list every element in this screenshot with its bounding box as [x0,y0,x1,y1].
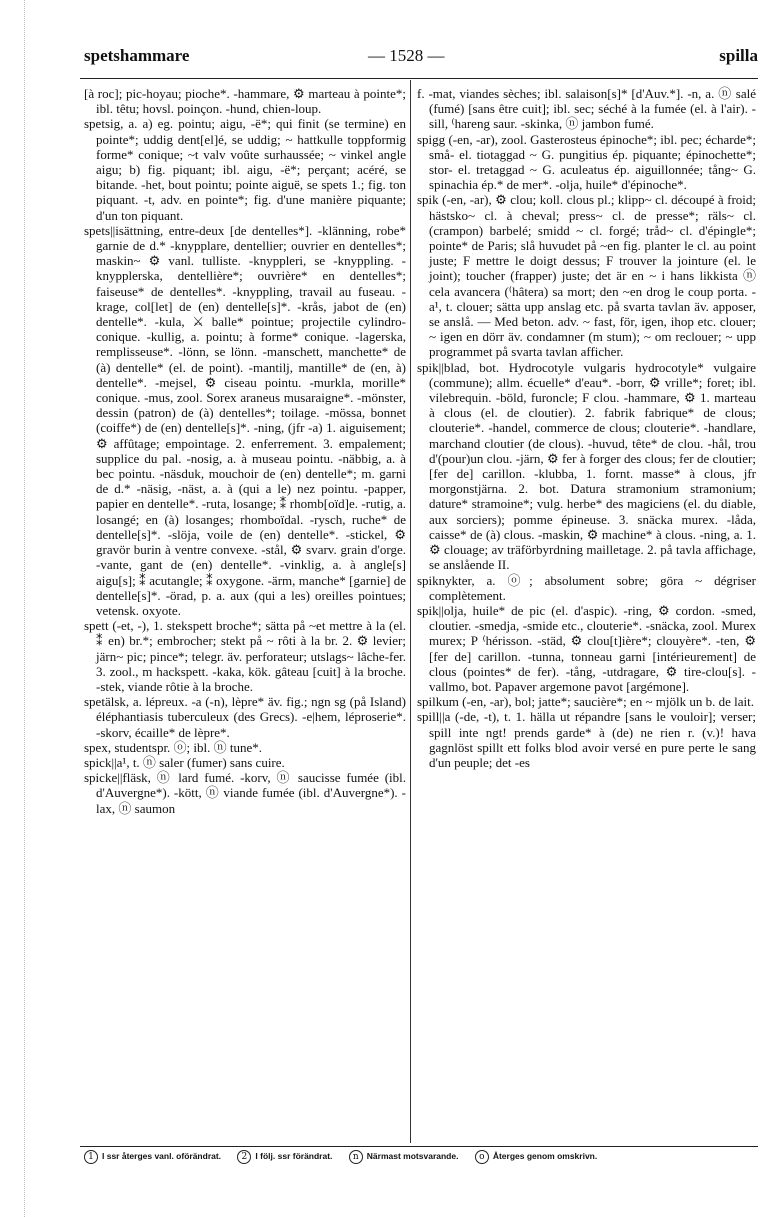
entry-text: spex, studentspr. ⓞ; ibl. ⓝ tune*. [84,739,263,755]
entry-text: spilkum (-en, -ar), bol; jatte*; saucière*; en ~ mjölk un b. de lait. [417,694,754,710]
entry-text: spetälsk, a. lépreux. -a (-n), lèpre* äv. fig.; ngn sg (på Island) éléphantiasis tuberculeux (des Grecs). -e|hem, léproserie*. -skorv, écaille* de lèpre*. [84,694,406,740]
entry-text: f. -mat, viandes sèches; ibl. salaison[s]* [d'Auv.*]. -n, a. ⓝ salé (fumé) [sans être cuit]; ibl. sec; séché à la fumée (el. à l'air). -sill, ⁽hareng saur. -skinka, ⓝ jambon fumé. [417,86,756,132]
entry-text: spick||a¹, t. ⓝ saler (fumer) sans cuire. [84,754,285,770]
column-divider [410,80,411,1143]
footnote-item [237,1150,332,1164]
circled-symbol-icon: 1 [84,1150,98,1164]
entry-text: spigg (-en, -ar), zool. Gasterosteus épinoche*; ibl. pec; écharde*; små- el. tiotaggad ~ G. pungitius ép. piquante; épinochette*; stor- el. tretaggad ~ G. aculeatus ép. aiguillonnée; tång~ G. spinachia ép.* de mer*. -olja, huile* d'épinoche*. [417,131,756,193]
footnote-item [475,1150,597,1164]
footnote-legend [84,1150,758,1164]
entry-text: spiknykter, a. ⓞ; absolument sobre; göra ~ dégriser complètement. [417,572,756,603]
entry-text: spik||blad, bot. Hydrocotyle vulgaris hydrocotyle* vulgaire (commune); allm. écuelle* d'eau*. -borr, ⚙ vrille*; foret; ibl. vilebrequin. -böld, furoncle; F clou. -hammare, ⚙ 1. marteau à clous (el. de cloutier). 2. fabrik fabrique* de clous; clouterie*. -handel, commerce de clous; clouterie*. -handlare, marchand cloutier (de clous). -huvud, tête* de clou. -hål, trou d'(pour)un clou. -järn, ⚙ fer à forger des clous; fer de cloutier; [fer de] carillon. -klubba, 1. fornt. masse* à clous, jfr morgonstjärna. 2. bot. Datura stramonium stramonium; dature* stramoine*; vulg. herbe* des magiciens (el. du diable, aux sorciers); pomme épineuse. 3. snäcka murex. -låda, caisse* de (à) clous. -maskin, ⚙ machine* à clous. -ning, a. 1. ⚙ clouage; av träförbyrdning mailletage. 2. på tavla affichage, se anslående II. [417,359,756,573]
page-number: — 1528 — [368,46,445,65]
header-left-guideword: spetshammare [84,46,190,65]
page-edge-mark [24,0,26,1217]
footnote-text: Återges genom omskrivn. [492,1151,598,1161]
entry-text: [à roc]; pic-hoyau; pioche*. -hammare, ⚙ marteau à pointe*; ibl. têtu; hovsl. poinçon. -hund, chien-loup. [84,86,406,117]
entry-text: spets||isättning, entre-deux [de dentelles*]. -klänning, robe* garnie de d.* -knypplare, dentellier; ouvrier en dentelles*; maskin~ ⚙ vanl. tulliste. -knyppleri, se -knyppling. -knypplerska, dentellière*; ouvrière* en dentelles*; faiseuse* de dentelles*. -knyppling, travail au fuseau. -krage, col[let] de (en) dentelle[s]*. -krås, jabot de (en) dentelle*. -kula, ⚔ balle* pointue; projectile cylindro-conique. -kullig, a. pointu; à forme* conique. -lagerska, remplisseuse*. -lönn, se lönn. -manschett, manchette* de (à) dentelle* (el. de point). -mantilj, mantille* de (en, à) dentelle*. -mejsel, ⚙ ciseau pointu. -murkla, morille* conique. -mus, zool. Sorex araneus musaraigne*. -mönster, dessin (patron) de (à) dentelles*; toilage. -mössa, bonnet (coiffe*) de (en) dentelle[s]*. -ning, (jfr -a) 1. aiguisement; ⚙ affûtage; empointage. 2. enferrement. 3. empalement; supplice du pal. -nosig, a. à museau pointu. -näbbig, a. à bec pointu. -näsduk, mouchoir de (en) dentelle*; m. garni de d.* -näsig, -näst, a. à (qui a le) nez pointu. -papper, papier en dentelle*. -ruta, losange; ⁑ rhomb[oïd]e. -rutig, a. losangé; en (à) losanges; rhomboïdal. -rysch, ruche* de dentelle[s]*. -slöja, voile de (en) dentelle*. -stickel, ⚙ gravör burin à ventre convexe. -stål, ⚙ svarv. grain d'orge. -vante, gant de (en) dentelle*. -vinklig, a. à angle[s] aigu[s]; ⁑ acutangle; ⁑ oxygone. -ärm, manche* [garnie] de dentelle[s]*. -örad, p. a. aux (qui a les) oreilles pointues; vetensk. oxyote. [84,222,406,618]
entry-text: spill||a (-de, -t), t. 1. hälla ut répandre [sans le vouloir]; verser; spill inte ngt! prends garde* à (de) ne rien r. (v.)! hava gagnlöst spillt ett folks blod avoir versé en pure perte le sang d'un peuple; det -es [417,709,756,770]
entry-text: spik||olja, huile* de pic (el. d'aspic). -ring, ⚙ cordon. -smed, cloutier. -smedja, -smide etc., clouterie*. -snäcka, zool. Murex murex; P ⁽hérisson. -städ, ⚙ clou[t]ière*; clouyère*. -ten, ⚙ [fer de] carillon. -tunna, tonneau garni [intérieurement] de clous (pointes* de fer). -tång, -utdragare, ⚙ tire-clou[s]. -vallmo, bot. Papaver argemone pavot [argémone]. [417,602,756,694]
page-header [78,46,758,70]
entry-text: spik (-en, -ar), ⚙ clou; koll. clous pl.; klipp~ cl. découpé à froid; hästsko~ cl. à cheval; press~ cl. de presse*; räls~ cl. (crampon) barbelé; smidd ~ cl. forgé; tråd~ cl. d'épingle*; pointe* de Paris; slå huvudet på ~en fig. planter le cl. au point juste; F mettre le doigt dessus; F trouver la jointure (el. le joint); toucher (frapper) juste; det är en ~ i hans likkista ⓝ cela avancera (⁽hâtera) sa mort; den ~en drog le coup porta. -a¹, t. clouer; sätta upp anslag etc. på svarta tavlan äv. apposer, se anslå. — Med beton. adv. ~ fast, för, igen, ihop etc. clouer; ~ igen en dörr äv. condamner (m stum); ~ om reclouer; ~ upp programmet på svarta tavlan afficher. [417,192,756,360]
right-column [417,86,756,770]
footnote-text: I ssr återges vanl. oförändrat. [102,1151,222,1161]
circled-symbol-icon: n [349,1150,363,1164]
circled-symbol-icon: o [475,1150,489,1164]
footnote-item [349,1150,459,1164]
header-rule [80,78,758,79]
left-column [84,86,406,816]
header-right-guideword: spilla [719,46,758,65]
entry-text: spicke||fläsk, ⓝ lard fumé. -korv, ⓝ saucisse fumée (ibl. d'Auvergne*). -kött, ⓝ viande fumée (ibl. d'Auvergne*). -lax, ⓝ saumon [84,770,406,816]
footnote-text: Närmast motsvarande. [366,1151,459,1161]
footer-rule [80,1146,758,1147]
footnote-item [84,1150,221,1164]
footnote-text: I följ. ssr förändrat. [255,1151,333,1161]
entry-text: spett (-et, -), 1. stekspett broche*; sätta på ~et mettre à la (el. ⁑ en) br.*; embrocher; stekt på ~ rôti à la br. 2. ⚙ levier; järn~ pic; pince*; telegr. äv. perforateur; utslags~ lâche-fer. 3. zool., m hackspett. -kaka, kök. gâteau [cuit] à la broche. -stek, viande rôtie à la broche. [84,618,406,694]
circled-symbol-icon: 2 [237,1150,251,1164]
entry-text: spetsig, a. a) eg. pointu; aigu, -ë*; qui finit (se termine) en pointe*; uddig dent[el]é, se uddig; ~ hattkulle toppformig forme* conique; ~t valv voûte surhaussée; ~ vinkel angle aigu; b) fig. piquant; ibl. aigu, -ë*; perçant; acéré, se bitande. -het, bout pointu; pointe aiguë, se spets 1.; fig. ton piquant. -t, adv. en pointe*; fig. d'une manière piquante; d'un ton piquant. [84,116,406,223]
